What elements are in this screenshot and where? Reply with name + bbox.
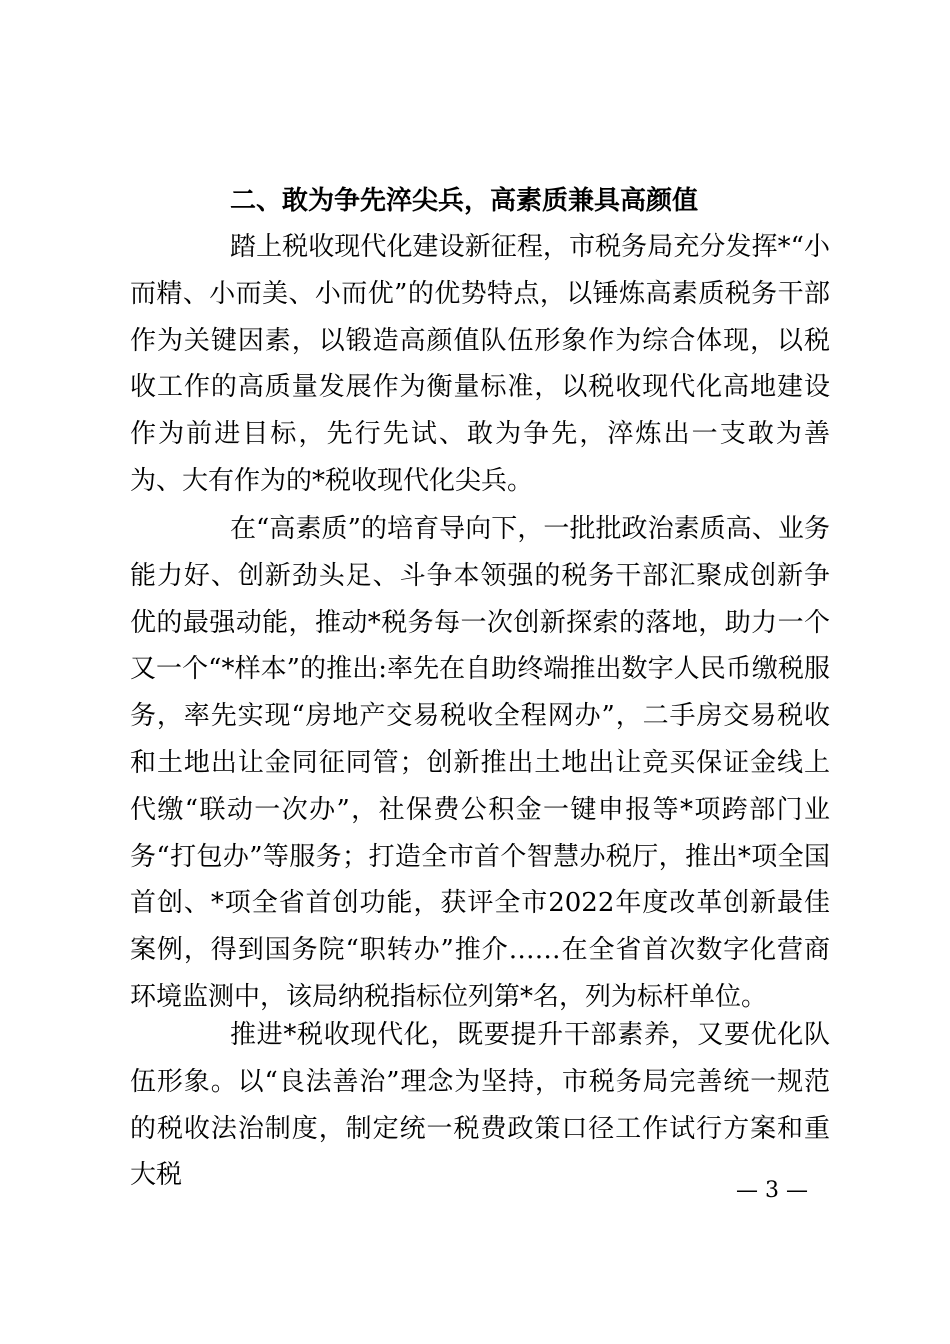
page-number: — 3 —: [736, 1178, 808, 1203]
paragraph-2: 在“高素质”的培育导向下，一批批政治素质高、业务能力好、创新劲头足、斗争本领强的税务干部汇聚成创新争优的最强动能，推动*税务每一次创新探索的落地，助力一个又一个“*样本”的推出:率先在自助终端推出数字人民币缴税服务，率先实现“房地产交易税收全程网办”，二手房交易税收和土地出让金同征同管；创新推出土地出让竞买保证金线上代缴“联动一次办”，社保费公积金一键申报等*项跨部门业务“打包办”等服务；打造全市首个智慧办税厅，推出*项全国首创、*项全省首创功能，获评全市2022年度改革创新最佳案例，得到国务院“职转办”推介……在全省首次数字化营商环境监测中，该局纳税指标位列第*名，列为标杆单位。: [130, 514, 830, 1012]
paragraph-3: 推进*税收现代化，既要提升干部素养，又要优化队伍形象。以“良法善治”理念为坚持，市税务局完善统一规范的税收法治制度，制定统一税费政策口径工作试行方案和重大税: [130, 1020, 830, 1191]
paragraph-1: 踏上税收现代化建设新征程，市税务局充分发挥*“小而精、小而美、小而优”的优势特点，以锤炼高素质税务干部作为关键因素，以锻造高颜值队伍形象作为综合体现，以税收工作的高质量发展作为衡量标准，以税收现代化高地建设作为前进目标，先行先试、敢为争先，淬炼出一支敢为善为、大有作为的*税收现代化尖兵。: [130, 232, 830, 496]
section-heading: 二、敢为争先淬尖兵，高素质兼具高颜值: [230, 186, 699, 216]
